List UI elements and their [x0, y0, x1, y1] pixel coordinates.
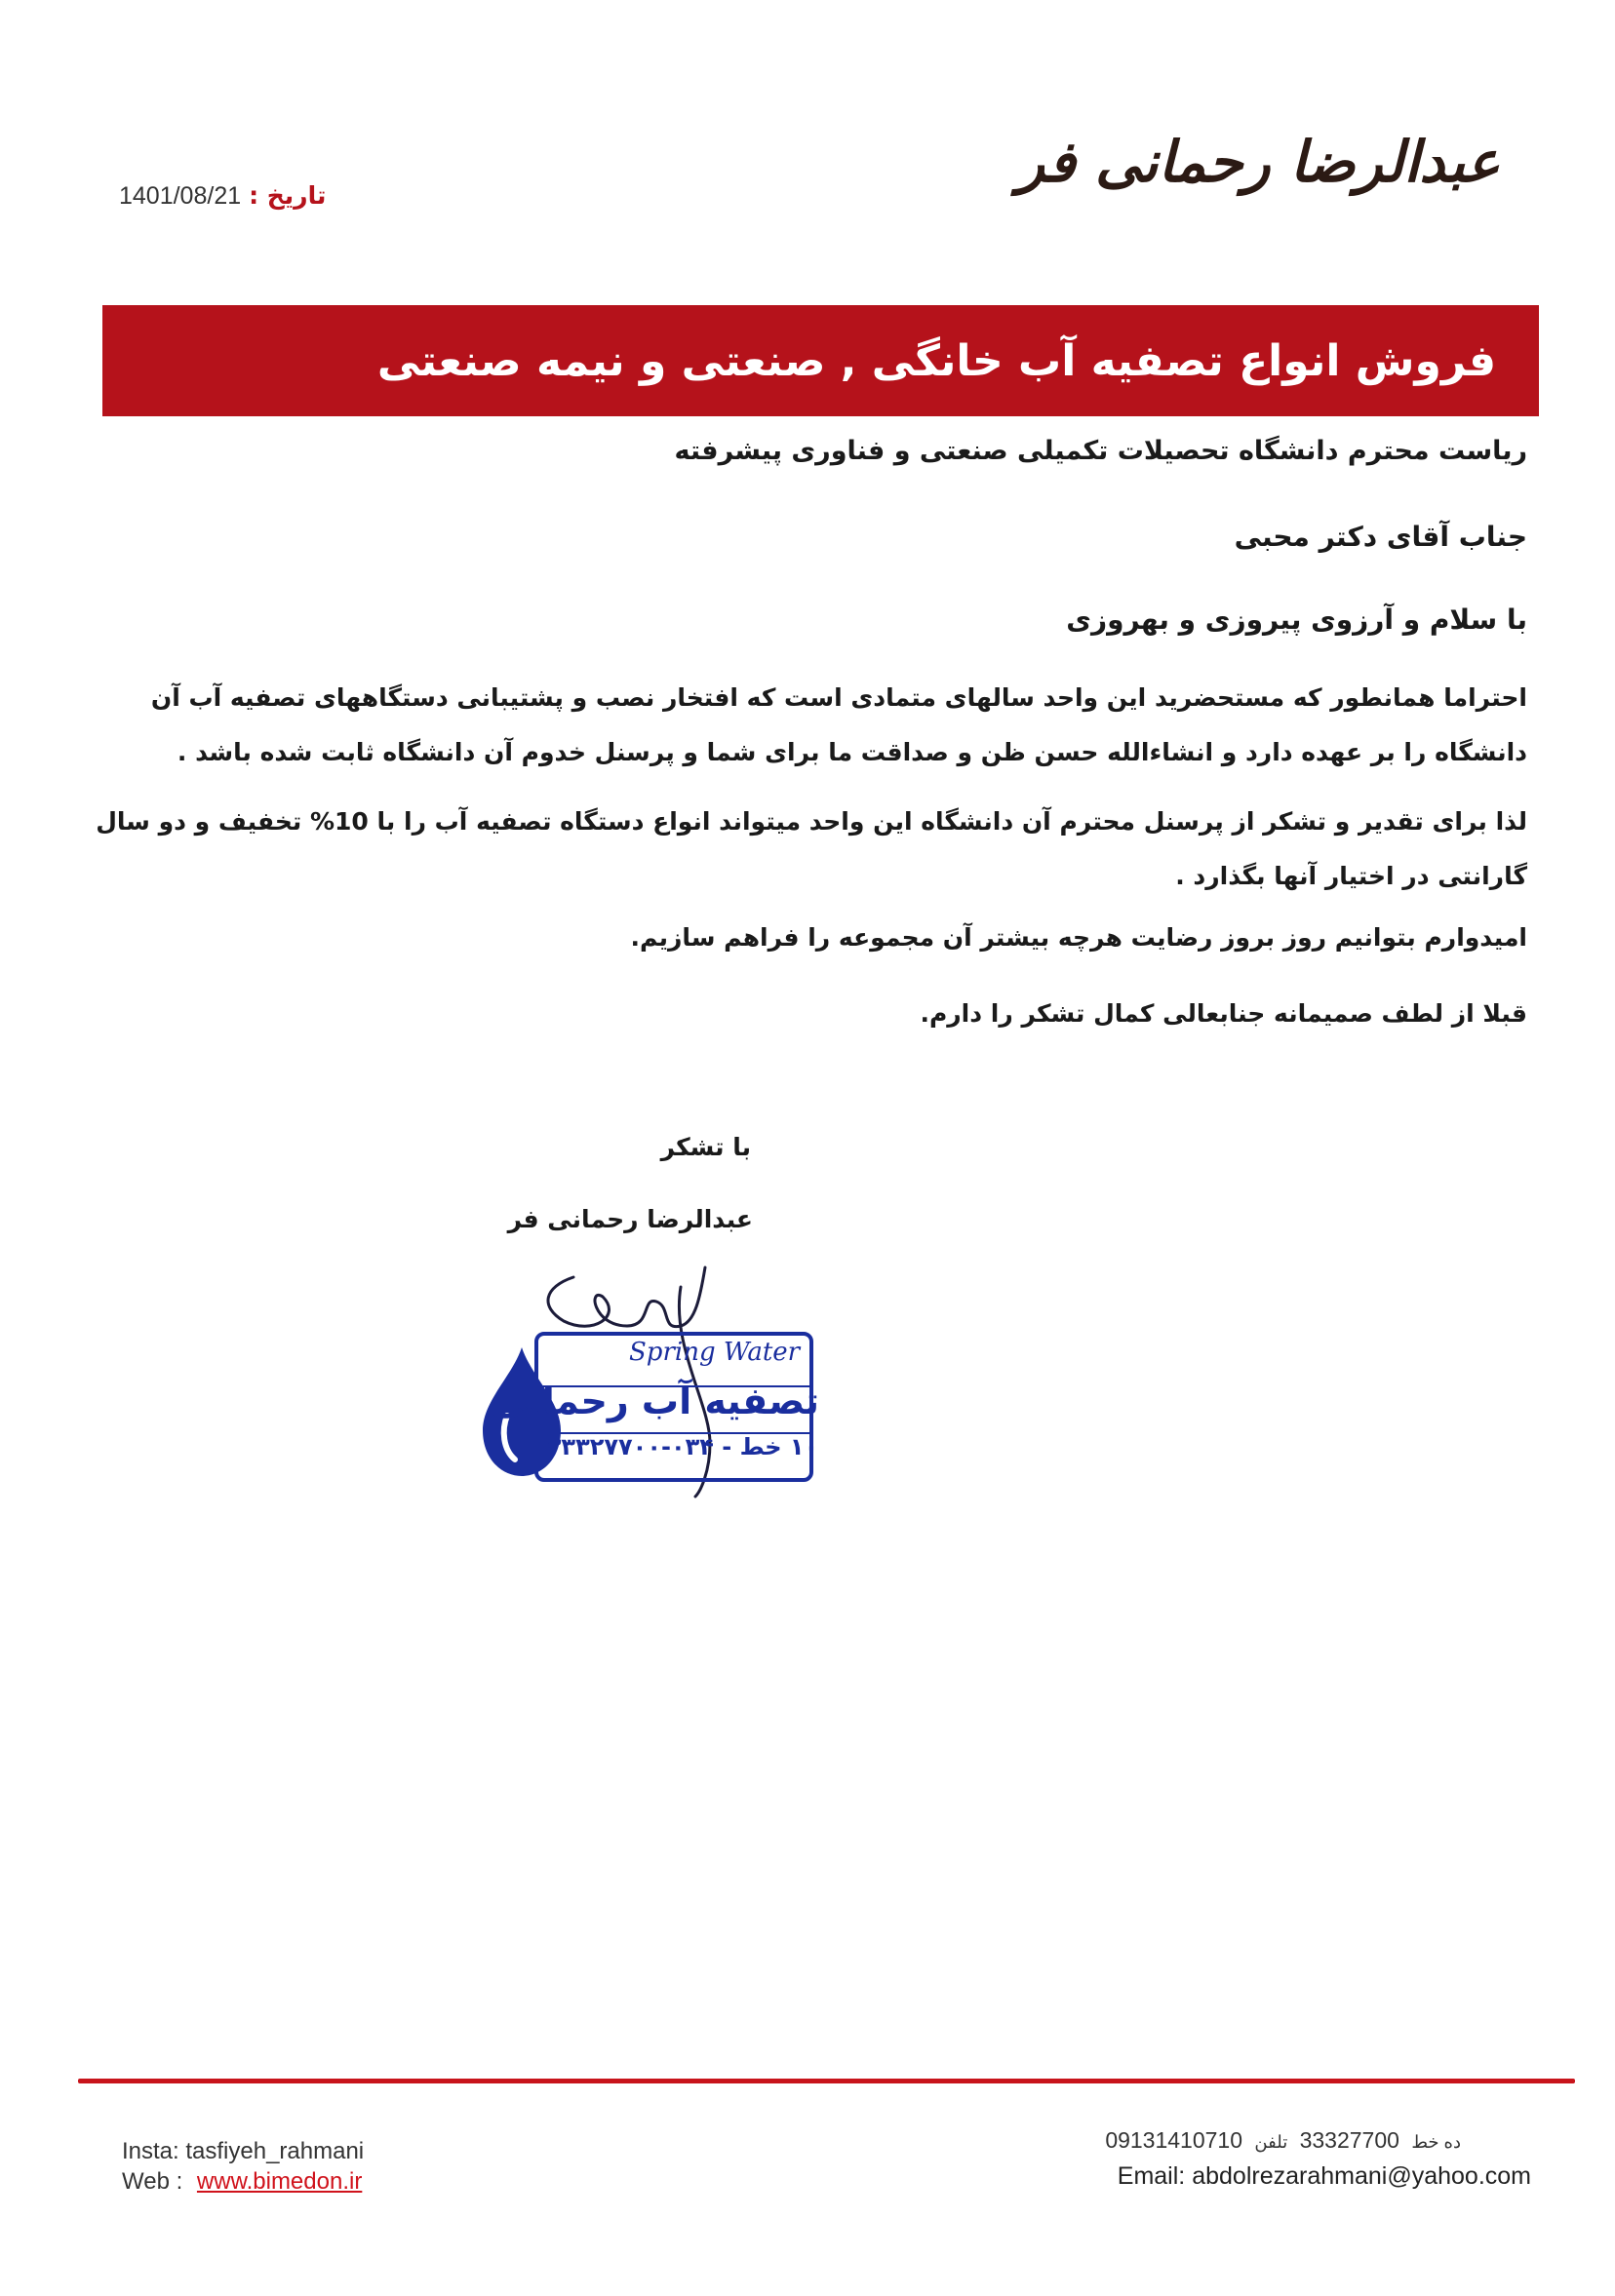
footer-email-row [1118, 2162, 1531, 2191]
honorific-line: جناب آقای دکتر محبی [1234, 521, 1527, 553]
greeting-line: با سلام و آرزوی پیروزی و بهروزی [1066, 603, 1527, 636]
lines-label: ده خط [1411, 2132, 1461, 2152]
footer-web-row [122, 2168, 362, 2196]
recipient-line: ریاست محترم دانشگاه تحصیلات تکمیلی صنعتی و فناوری پیشرفته [674, 436, 1527, 466]
banner-title: فروش انواع تصفیه آب خانگی , صنعتی و نیمه صنعتی [376, 335, 1496, 386]
body-paragraph: امیدوارم بتوانیم روز بروز رضایت هرچه بیشتر آن مجموعه را فراهم سازیم. [630, 923, 1527, 952]
mobile-number: 09131410710 [1105, 2127, 1243, 2153]
stamp-tagline: Spring Water [629, 1338, 801, 1367]
footer-phone-row [1066, 2127, 1467, 2154]
body-paragraph: احتراما همانطور که مستحضرید این واحد سالهای متمادی است که افتخار نصب و پشتیبانی دستگاههای تصفیه آب آن دانشگاه را بر عهده دارد و انشاءالله حسن ظن و صداقت ما برای شما و پرسنل خدوم آن دانشگاه ثابت شده باشد . [150, 683, 1527, 766]
date-value: 1401/08/21 [119, 182, 242, 210]
body-paragraph: قبلا از لطف صمیمانه جنابعالی کمال تشکر را دارم. [920, 999, 1527, 1028]
closing-line: با تشکر [660, 1133, 751, 1161]
website-link[interactable]: www.bimedon.ir [196, 2168, 363, 2195]
email-address: abdolrezarahmani@yahoo.com [1192, 2162, 1531, 2190]
date-label: تاریخ : [249, 181, 327, 210]
phone-label: تلفن [1254, 2132, 1288, 2152]
email-label: Email: [1117, 2162, 1186, 2190]
signer-name: عبدالرضا رحمانی فر [507, 1205, 753, 1233]
instagram-handle: Insta: tasfiyeh_rahmani [122, 2138, 365, 2164]
letter-date [119, 181, 326, 211]
body-paragraph: لذا برای تقدیر و تشکر از پرسنل محترم آن دانشگاه این واحد میتواند انواع دستگاه تصفیه آب را با 10% تخفیف و دو سال گارانتی در اختیار آنها بگذارد . [96, 807, 1527, 890]
office-phone: 33327700 [1299, 2127, 1399, 2153]
brand-logo-text: عبدالرضا رحمانی فر [1017, 129, 1500, 195]
header-banner [102, 305, 1539, 416]
stamp-phone: ۱۰ خط - ۰۳۴-۳۳۳۲۷۷۰۰ [546, 1433, 819, 1460]
stamp-company-name: تصفیه آب رحمانی [490, 1380, 819, 1422]
web-label: Web : [122, 2168, 183, 2195]
footer-divider [78, 2079, 1575, 2083]
